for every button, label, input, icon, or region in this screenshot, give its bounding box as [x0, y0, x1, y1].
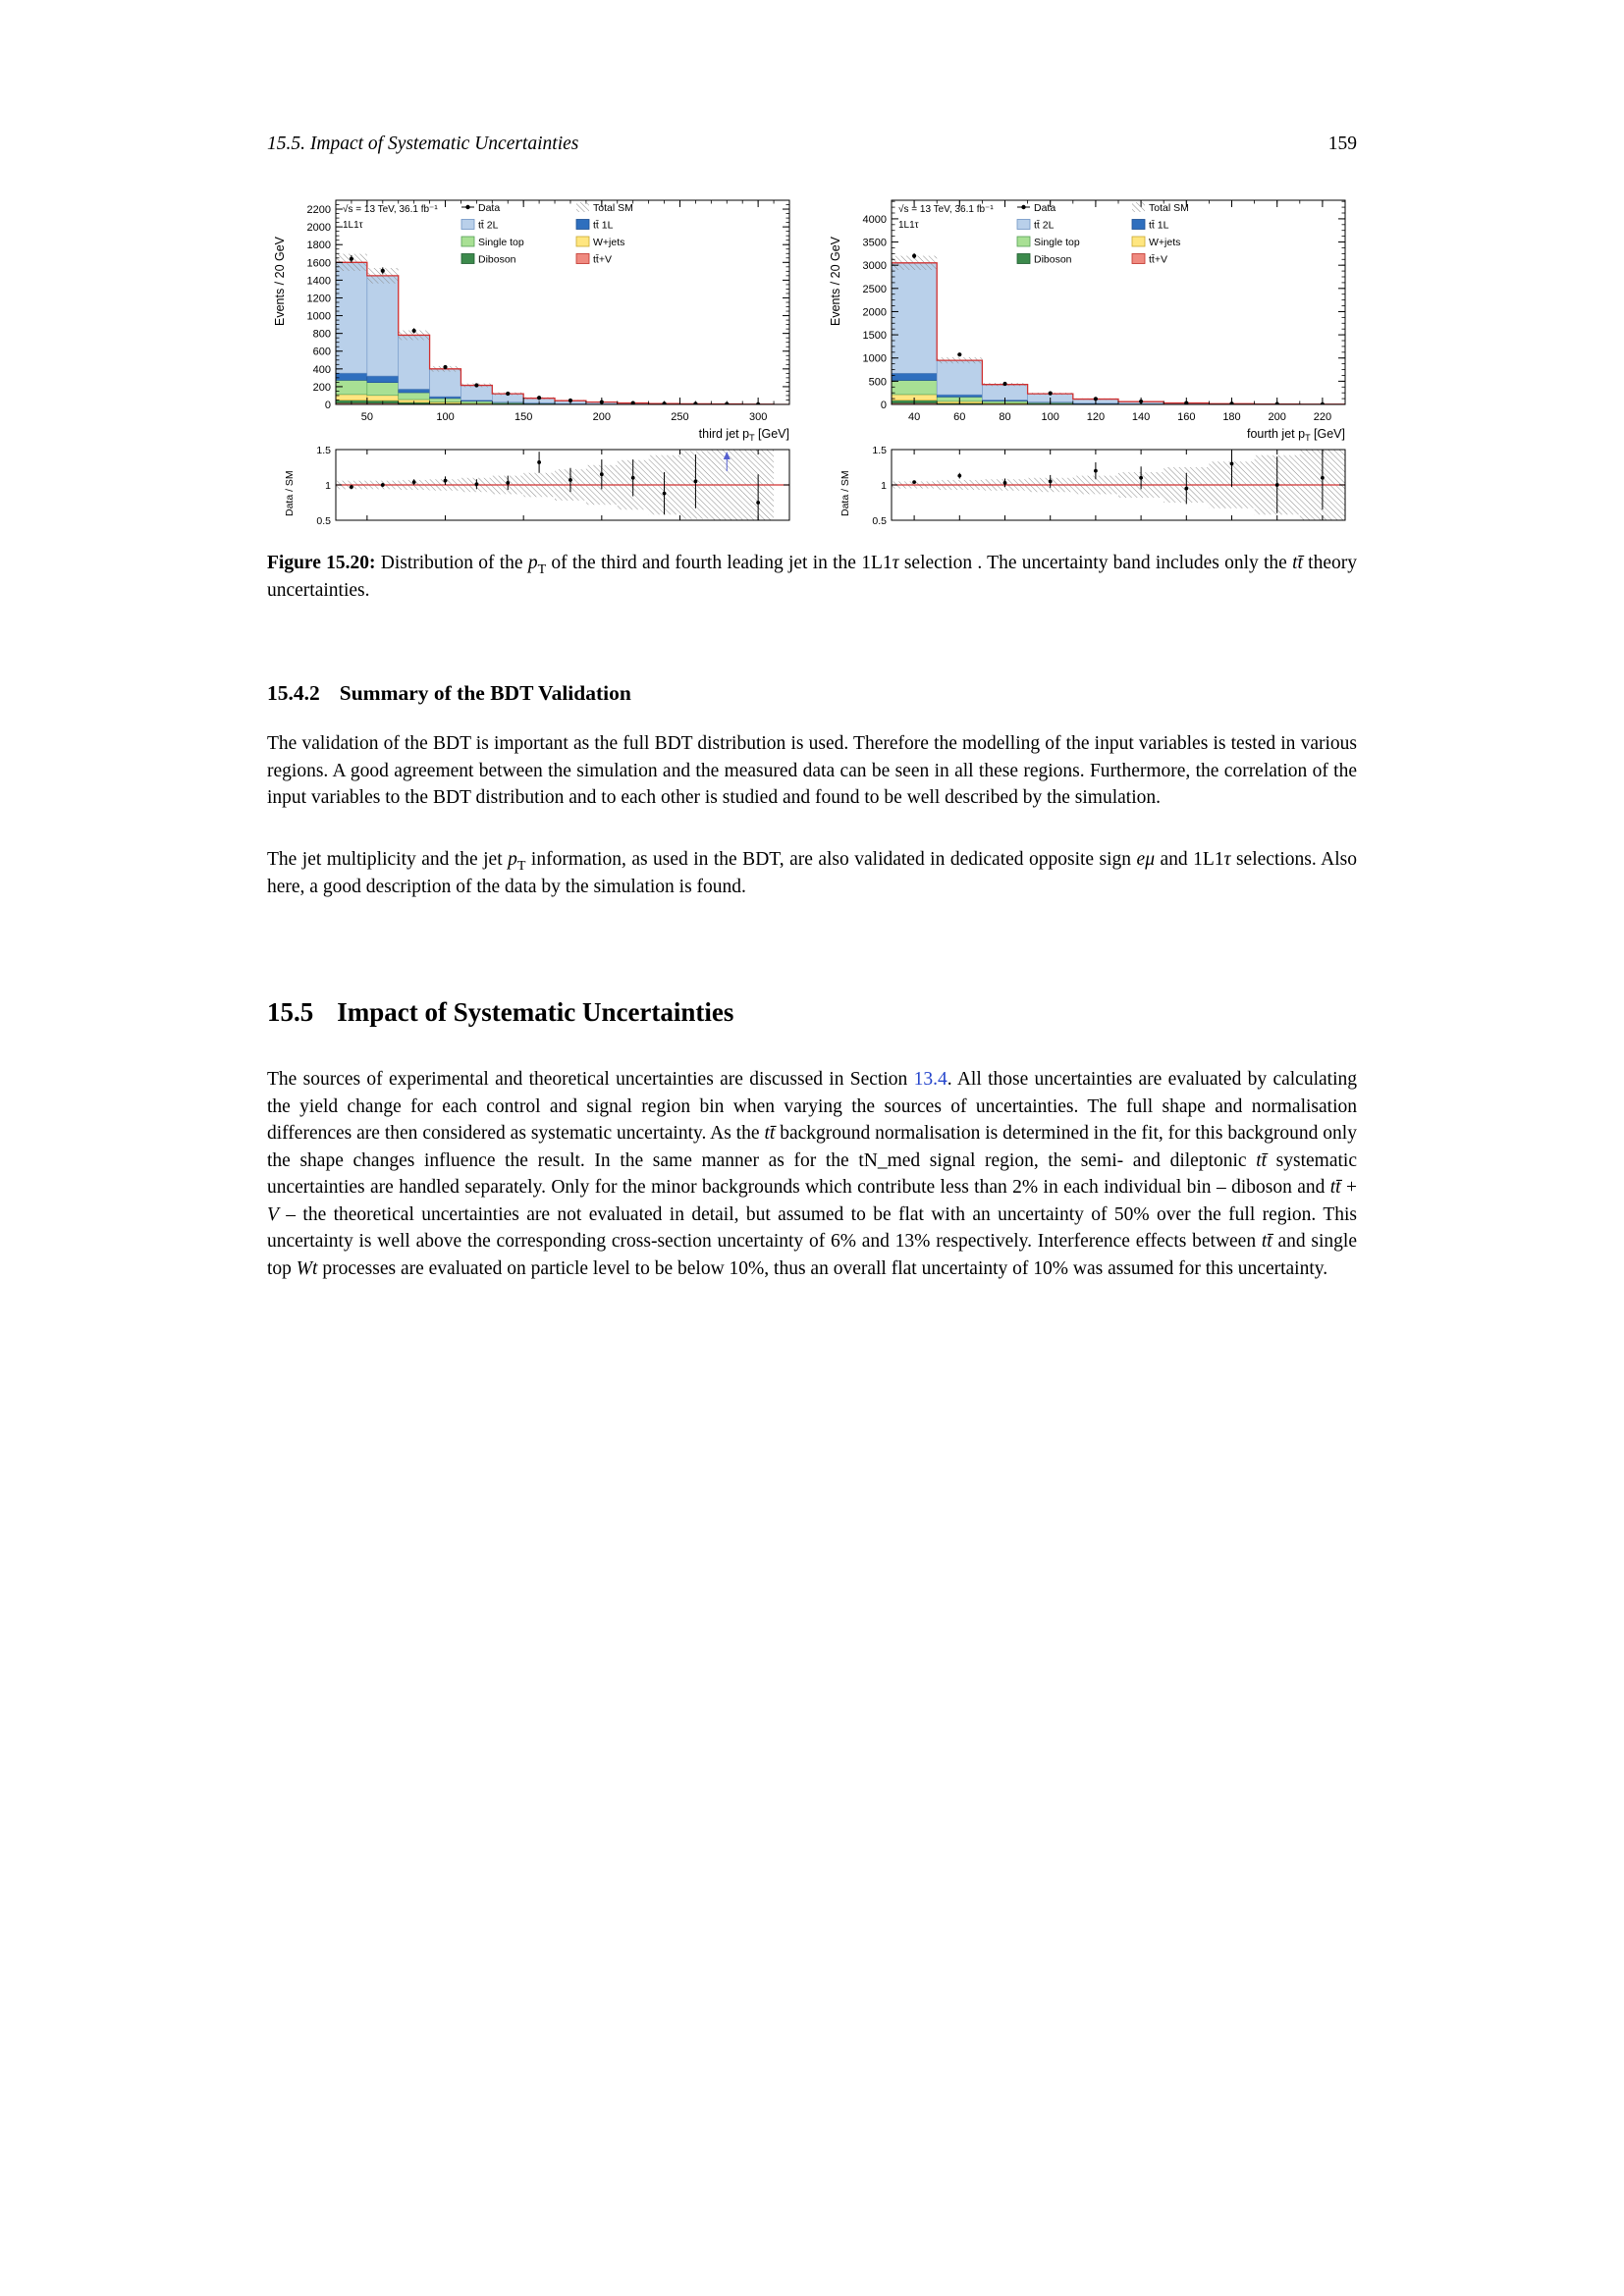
svg-text:220: 220 — [1313, 411, 1332, 423]
svg-text:40: 40 — [907, 411, 921, 423]
svg-text:3500: 3500 — [862, 237, 887, 249]
figure-caption — [267, 550, 1357, 605]
paragraph-systematics: The sources of experimental and theoretical uncertainties are discussed in Section 13.4. All those uncertainties are evaluated by calculating the yield change for each control and signal region bin when varying the sources of uncertainties. The full shape and normalisation differences are then considered as systematic uncertainty. As the tt̄ background normalisation is determined in the fit, for this background only the shape changes influence the result. In the same manner as for the tN_med signal region, the semi- and dileptonic tt̄ systematic uncertainties are handled separately. Only for the minor backgrounds which contribute less than 2% in each individual bin – diboson and tt̄ + V – the theoretical uncertainties are not evaluated in detail, but assumed to be flat with an uncertainty of 50% over the full region. This uncertainty is well above the corresponding cross-section uncertainty of 6% and 13% respectively. Interference effects between tt̄ and single top Wt processes are evaluated on particle level to be below 10%, thus an overall flat uncertainty of 10% was assumed for this uncertainty. — [267, 1069, 1358, 1279]
svg-text:3000: 3000 — [862, 260, 887, 273]
section-title: Summary of the BDT Validation — [339, 681, 631, 705]
svg-text:1000: 1000 — [306, 310, 331, 323]
svg-text:1400: 1400 — [306, 275, 331, 288]
svg-text:60: 60 — [953, 411, 966, 423]
svg-text:tt̄ 1L: tt̄ 1L — [1149, 219, 1169, 232]
svg-text:tt̄ 2L: tt̄ 2L — [478, 219, 499, 232]
svg-text:1200: 1200 — [306, 293, 331, 305]
svg-text:1.5: 1.5 — [872, 445, 887, 456]
svg-text:Data / SM: Data / SM — [284, 470, 296, 516]
svg-text:Diboson: Diboson — [478, 253, 516, 266]
svg-text:tt̄ 2L: tt̄ 2L — [1034, 219, 1055, 232]
svg-text:W+jets: W+jets — [1149, 237, 1181, 248]
chart-third-jet-pt — [267, 188, 797, 532]
svg-text:4000: 4000 — [862, 213, 887, 226]
svg-text:Diboson: Diboson — [1034, 253, 1072, 266]
svg-text:2200: 2200 — [306, 204, 331, 217]
svg-text:600: 600 — [312, 346, 331, 358]
svg-text:Data: Data — [478, 202, 501, 214]
svg-text:1800: 1800 — [306, 240, 331, 252]
svg-text:2000: 2000 — [306, 222, 331, 235]
section-number: 15.4.2 — [267, 681, 320, 705]
svg-text:50: 50 — [360, 411, 373, 423]
svg-text:400: 400 — [312, 363, 331, 376]
svg-text:140: 140 — [1131, 411, 1151, 423]
svg-text:Data: Data — [1034, 202, 1056, 214]
svg-text:100: 100 — [1041, 411, 1059, 423]
svg-text:250: 250 — [671, 411, 689, 423]
svg-text:800: 800 — [312, 328, 331, 341]
svg-text:180: 180 — [1222, 411, 1241, 423]
svg-text:2000: 2000 — [862, 306, 887, 319]
figure-caption-label: Figure 15.20: — [267, 553, 376, 573]
svg-text:tt̄ 1L: tt̄ 1L — [593, 219, 614, 232]
figure-caption-text: Distribution of the $p_T$ of the third and fourth leading jet in the 1L1τ selection . The uncertainty band includes only the tt̄ theory uncertainties. — [267, 553, 1357, 601]
svg-text:√s = 13 TeV, 36.1 fb⁻¹: √s = 13 TeV, 36.1 fb⁻¹ — [898, 204, 994, 215]
svg-text:150: 150 — [514, 411, 533, 423]
section-ref-link[interactable]: 13.4 — [913, 1069, 947, 1090]
svg-text:500: 500 — [868, 376, 887, 389]
svg-text:W+jets: W+jets — [593, 237, 625, 248]
svg-text:1L1τ: 1L1τ — [898, 220, 919, 231]
svg-text:1000: 1000 — [862, 352, 887, 365]
svg-text:0.5: 0.5 — [316, 515, 331, 527]
chart-fourth-jet-pt — [823, 188, 1353, 532]
svg-text:1.5: 1.5 — [316, 445, 331, 456]
svg-text:200: 200 — [1268, 411, 1286, 423]
svg-text:Total SM: Total SM — [593, 202, 633, 214]
svg-text:√s = 13 TeV, 36.1 fb⁻¹: √s = 13 TeV, 36.1 fb⁻¹ — [343, 204, 438, 215]
svg-text:Single top: Single top — [1034, 237, 1080, 248]
svg-text:fourth jet pT [GeV]: fourth jet $p_T$ [GeV] — [1246, 427, 1345, 443]
section-number: 15.5 — [267, 997, 314, 1027]
svg-text:0: 0 — [880, 400, 887, 411]
svg-text:2500: 2500 — [862, 283, 887, 295]
svg-text:100: 100 — [436, 411, 455, 423]
figure-15-20 — [267, 188, 1353, 532]
svg-text:1500: 1500 — [862, 330, 887, 343]
svg-text:tt̄+V: tt̄+V — [1149, 253, 1167, 266]
svg-text:200: 200 — [312, 381, 331, 394]
svg-text:0: 0 — [324, 400, 331, 411]
paragraph-bdt-validation-2: The jet multiplicity and the jet $p_T$ information, as used in the BDT, are also validated in dedicated opposite sign eμ and 1L1τ selections. Also here, a good description of the data by the simulation is found. — [267, 849, 1357, 897]
page-number: 159 — [1327, 133, 1357, 154]
svg-text:Data / SM: Data / SM — [839, 470, 851, 516]
section-heading-15-5 — [267, 997, 733, 1028]
page-content — [267, 0, 1357, 2296]
svg-text:120: 120 — [1086, 411, 1106, 423]
paragraph-bdt-validation-1: The validation of the BDT is important as the full BDT distribution is used. Therefore the modelling of the input variables is tested in various regions. A good agreement between the simulation and the measured data can be seen in all these regions. Furthermore, the correlation of the input variables to the BDT distribution and to each other is studied and found to be well described by the simulation. — [267, 733, 1357, 808]
svg-text:Events / 20 GeV: Events / 20 GeV — [273, 236, 287, 326]
section-heading-15-4-2 — [267, 681, 631, 706]
svg-text:Total SM: Total SM — [1149, 202, 1189, 214]
running-head-section: 15.5. Impact of Systematic Uncertainties — [267, 133, 579, 154]
svg-text:160: 160 — [1177, 411, 1196, 423]
svg-text:1: 1 — [325, 480, 331, 492]
svg-text:tt̄+V: tt̄+V — [593, 253, 612, 266]
svg-text:1: 1 — [881, 480, 887, 492]
svg-text:Events / 20 GeV: Events / 20 GeV — [829, 236, 842, 326]
svg-text:1600: 1600 — [306, 257, 331, 270]
section-title: Impact of Systematic Uncertainties — [337, 997, 734, 1027]
svg-text:Single top: Single top — [478, 237, 524, 248]
svg-text:200: 200 — [592, 411, 612, 423]
svg-text:0.5: 0.5 — [872, 515, 887, 527]
svg-text:300: 300 — [748, 411, 768, 423]
running-head — [267, 133, 1357, 155]
svg-text:1L1τ: 1L1τ — [343, 220, 363, 231]
svg-text:third jet pT [GeV]: third jet $p_T$ [GeV] — [698, 427, 789, 443]
svg-text:80: 80 — [999, 411, 1011, 423]
